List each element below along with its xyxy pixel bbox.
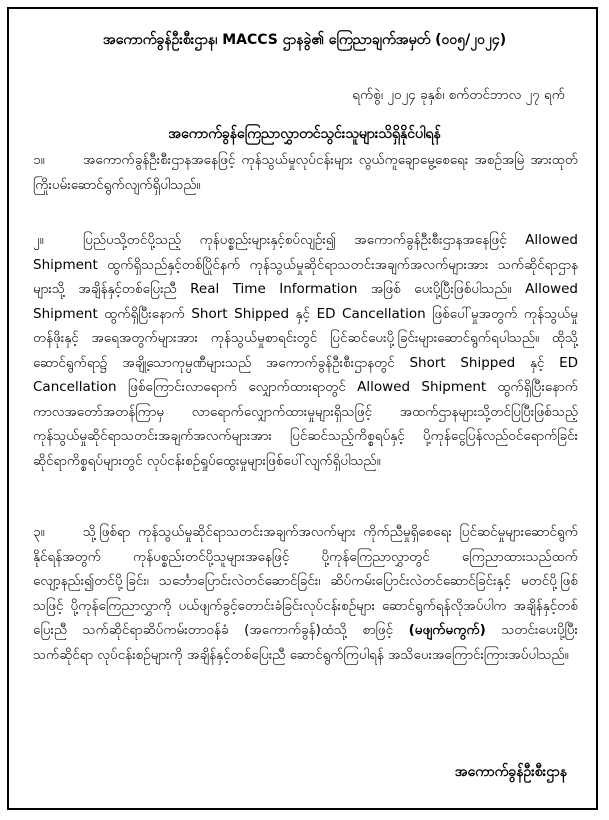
paragraph-text: သို့ဖြစ်ရာ ကုန်သွယ်မှုဆိုင်ရာသတင်းအချက်အလက်များ ကိုက်ညီမှုရှိစေရေး ပြင်ဆင်မှုများဆောင်ရွက်နိုင်ရန်အတွက် ကုန်ပစ္စည်းတင်ပို့သူများအနေဖြင့် ပို့ကုန်ကြေညာလွှာတွင် ကြေညာထားသည်ထက် လျော့နည်း၍တင်ပို့ခြင်း၊ သင်္ဘောပြောင်းလဲတင်ဆောင်ခြင်း၊ ဆိပ်ကမ်းပြောင်းလဲတင်ဆောင်ခြင်းနှင့် မတင်ပို့ဖြစ်သဖြင့် ပို့ကုန်ကြေညာလွှာကို ပယ်ဖျက်ခွင့်တောင်းခံခြင်းလုပ်ငန်းစဉ်များ ဆောင်ရွက်ရန်လိုအပ်ပါက အချိန်နှင့်တစ်ပြေးညီ သက်ဆိုင်ရာဆိပ်ကမ်းတာဝန်ခံ (အကောက်ခွန်)ထံသို့ စာဖြင့်	[33, 524, 578, 638]
emphasis-text: (မဖျက်မကွက်)	[408, 622, 486, 638]
paragraph-text: ပြည်ပသို့တင်ပို့သည့် ကုန်ပစ္စည်းများနှင့်စပ်လျဉ်း၍ အကောက်ခွန်ဦးစီးဌာနအနေဖြင့် Allowed Shipment ထွက်ရှိသည်နှင့်တစ်ပြိုင်နက် ကုန်သွယ်မှုဆိုင်ရာသတင်းအချက်အလက်များအား သက်ဆိုင်ရာဌာနများသို့ အချိန်နှင့်တစ်ပြေးညီ Real Time Information အဖြစ် ပေးပို့ပြီးဖြစ်ပါသည်။ Allowed Shipment ထွက်ရှိပြီးနောက် Short Shipped နှင့် ED Cancellation ဖြစ်ပေါ်မှုအတွက် ကုန်သွယ်မှုတန်ဖိုးနှင့် အရေအတွက်များအား ကုန်သွယ်မှုစာရင်းတွင် ပြင်ဆင်ပေးပို့ခြင်းများဆောင်ရွက်ရပါသည်။ ထိုသို့ဆောင်ရွက်ရာ၌ အချို့သောကုမ္ပဏီများသည် အကောက်ခွန်ဦးစီးဌာနတွင် Short Shipped နှင့် ED Cancellation ဖြစ်ကြောင်းလာရောက် လျှောက်ထားရာတွင် Allowed Shipment ထွက်ရှိပြီးနောက် ကာလအတော်အတန်ကြာမှ လာရောက်လျှောက်ထားမှုများရှိသဖြင့် အထက်ဌာနများသို့တင်ပြပြီးဖြစ်သည့် ကုန်သွယ်မှုဆိုင်ရာသတင်းအချက်အလက်များအား ပြင်ဆင်သည့်ကိစ္စရပ်နှင့် ပို့ကုန်ငွေပြန်လည်ဝင်ရောက်ခြင်းဆိုင်ရာကိစ္စရပ်များတွင် လုပ်ငန်းစဉ်ရှုပ်ထွေးမှုများဖြစ်ပေါ်လျက်ရှိပါသည်။	[33, 232, 578, 469]
announcement-title: အကောက်ခွန်ဦးစီးဌာန၊ MACCS ဌာနခွဲ၏ ကြေညာချက်အမှတ် (၀၀၅/၂၀၂၄)	[102, 32, 507, 48]
paragraph-text: အကောက်ခွန်ဦးစီးဌာနအနေဖြင့် ကုန်သွယ်မှုလုပ်ငန်းများ လွယ်ကူချောမွေ့စေရေး အစဉ်အမြဲ အားထုတ်ကြိုးပမ်းဆောင်ရွက်လျက်ရှိပါသည်။	[33, 152, 578, 193]
paragraph-number: ၃။	[33, 524, 45, 540]
paragraph-2	[33, 228, 578, 473]
paragraph-text-end: သတင်းပေးပို့ပြီး သက်ဆိုင်ရာ လုပ်ငန်းစဉ်များကို အချိန်နှင့်တစ်ပြေးညီ ဆောင်ရွက်ကြပါရန် အသိပေးအကြောင်းကြားအပ်ပါသည်။	[33, 622, 578, 663]
announcement-date: ရက်စွဲ၊ ၂၀၂၄ ခုနှစ်၊ စက်တင်ဘာလ ၂၇ ရက်	[352, 87, 565, 103]
announcement-subject: အကောက်ခွန်ကြေညာလွှာတင်သွင်းသူများသိရှိနိုင်ပါရန်	[168, 126, 441, 142]
paragraph-1	[33, 148, 578, 197]
paragraph-3	[33, 520, 578, 667]
paragraph-number: ၂။	[33, 232, 44, 248]
signature: အကောက်ခွန်ဦးစီးဌာန	[454, 764, 567, 780]
paragraph-number: ၁။	[33, 152, 45, 168]
